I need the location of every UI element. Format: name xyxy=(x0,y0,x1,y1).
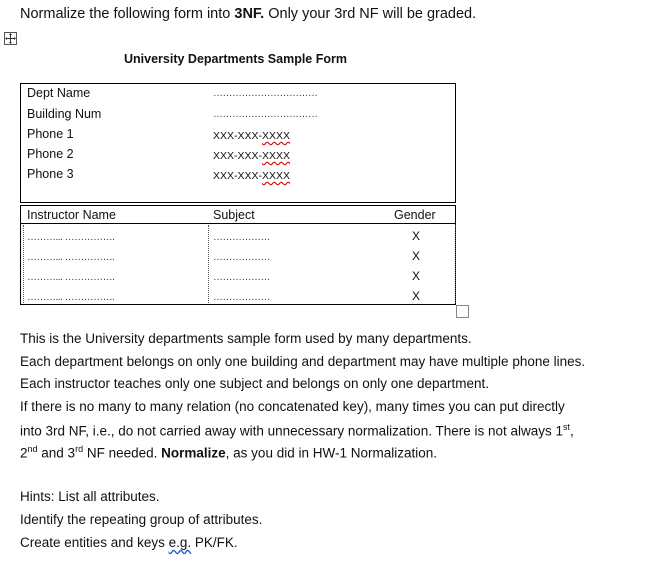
subject-cell: ……………… xyxy=(213,232,270,243)
phone3-suffix: XXXX xyxy=(262,170,291,182)
description-line6-d: , as you did in HW-1 Normalization. xyxy=(225,445,438,461)
gender-cell: X xyxy=(412,229,421,243)
hint-line xyxy=(20,535,238,550)
hint-line: Identify the repeating group of attributes. xyxy=(20,512,263,527)
phone2-suffix: XXXX xyxy=(262,150,291,162)
instruction-bold: 3NF. xyxy=(234,6,265,22)
building-num-label: Building Num xyxy=(27,107,102,121)
superscript: nd xyxy=(27,444,38,454)
eg-abbreviation: e.g. xyxy=(168,535,192,550)
phone3-label: Phone 3 xyxy=(27,167,74,181)
phone1-label: Phone 1 xyxy=(27,127,74,141)
phone1-prefix: XXX-XXX- xyxy=(213,130,263,142)
description-line xyxy=(20,422,574,439)
instructor-header-divider xyxy=(20,223,456,224)
description-line: This is the University departments sample form used by many departments. xyxy=(20,331,472,346)
phone1-suffix: XXXX xyxy=(262,130,291,142)
column-guide xyxy=(23,225,24,303)
table-move-handle-icon[interactable] xyxy=(4,32,17,45)
hint-line3-post: PK/FK. xyxy=(191,535,238,550)
description-line: Each department belongs on only one building and department may have multiple phone lines. xyxy=(20,354,586,369)
description-line: Each instructor teaches only one subject and belongs on only one department. xyxy=(20,376,490,391)
column-guide xyxy=(208,225,209,303)
subject-cell: ……………… xyxy=(213,272,270,283)
instructor-name-cell: ………... ……………. xyxy=(27,272,115,283)
form-title: University Departments Sample Form xyxy=(124,52,347,66)
instruction-pre: Normalize the following form into xyxy=(20,6,235,22)
instruction-text xyxy=(20,6,476,22)
column-guide xyxy=(455,225,456,303)
gender-cell: X xyxy=(412,249,421,263)
hint-line3-pre: Create entities and keys xyxy=(20,535,169,550)
instructor-name-cell: ………... ……………. xyxy=(27,252,115,263)
instruction-post: Only your 3rd NF will be graded. xyxy=(264,6,477,22)
phone3-prefix: XXX-XXX- xyxy=(213,170,263,182)
description-line6-b: and 3 xyxy=(37,445,76,461)
building-num-value: …………………………… xyxy=(213,109,318,120)
hint-line: Hints: List all attributes. xyxy=(20,489,160,504)
description-line xyxy=(20,444,437,461)
phone1-value xyxy=(213,130,290,142)
description-line5-end: , xyxy=(570,423,574,439)
description-line5-text: into 3rd NF, i.e., do not carried away with unnecessary normalization. There is not always 1 xyxy=(20,423,564,439)
dept-name-label: Dept Name xyxy=(27,86,91,100)
phone2-value xyxy=(213,150,290,162)
gender-cell: X xyxy=(412,289,421,303)
instructor-name-cell: ………... ……………. xyxy=(27,292,115,303)
phone2-label: Phone 2 xyxy=(27,147,74,161)
department-section xyxy=(20,83,456,203)
gender-cell: X xyxy=(412,269,421,283)
phone2-prefix: XXX-XXX- xyxy=(213,150,263,162)
description-line6-a: 2 xyxy=(20,445,28,461)
phone3-value xyxy=(213,170,290,182)
dept-name-value: …………………………… xyxy=(213,88,318,99)
subject-header: Subject xyxy=(213,208,255,222)
normalize-bold: Normalize xyxy=(161,445,226,461)
instructor-name-cell: ………... ……………. xyxy=(27,232,115,243)
description-line: If there is no many to many relation (no concatenated key), many times you can put directly xyxy=(20,399,565,414)
instructor-name-header: Instructor Name xyxy=(27,208,116,222)
description-line6-c: NF needed. xyxy=(83,445,162,461)
superscript: st xyxy=(563,422,571,432)
table-resize-handle-icon[interactable] xyxy=(456,305,469,318)
subject-cell: ……………… xyxy=(213,292,270,303)
superscript: rd xyxy=(75,444,84,454)
gender-header: Gender xyxy=(394,208,436,222)
subject-cell: ……………… xyxy=(213,252,270,263)
